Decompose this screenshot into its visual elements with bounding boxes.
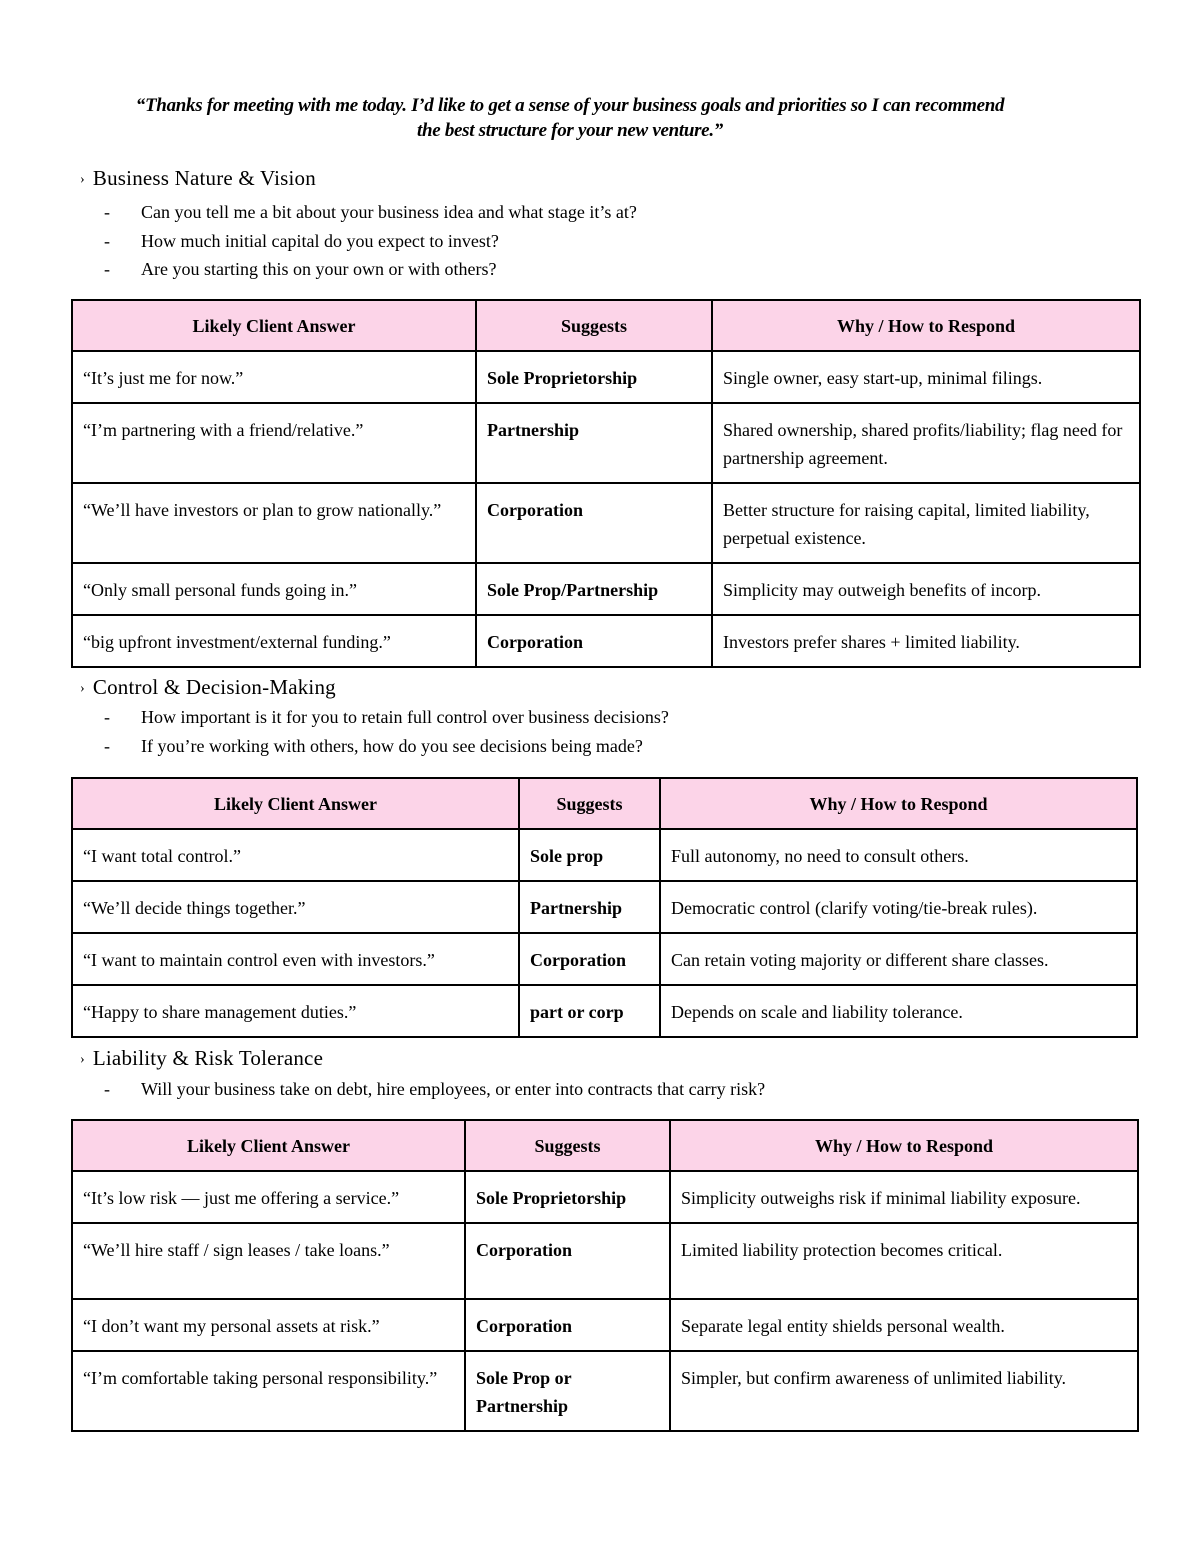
table-header-row: [72, 1120, 1138, 1171]
client-answer-cell: “We’ll have investors or plan to grow nationally.”: [72, 483, 476, 563]
response-cell: Simpler, but confirm awareness of unlimited liability.: [670, 1351, 1138, 1431]
column-header: Why / How to Respond: [670, 1120, 1138, 1171]
client-answer-cell: “I want to maintain control even with investors.”: [72, 933, 519, 985]
response-cell: Full autonomy, no need to consult others.: [660, 829, 1137, 881]
answer-table: [71, 777, 1138, 1038]
table-header-row: [72, 300, 1140, 351]
response-cell: Simplicity outweighs risk if minimal liability exposure.: [670, 1171, 1138, 1223]
table-row: [72, 1299, 1138, 1351]
response-cell: Shared ownership, shared profits/liability; flag need for partnership agreement.: [712, 403, 1140, 483]
table-row: [72, 563, 1140, 615]
section-heading-text: Control & Decision-Making: [92, 675, 336, 699]
answer-table: [71, 1119, 1139, 1432]
question-item: - If you’re working with others, how do you see decisions being made?: [104, 735, 643, 756]
chevron-right-icon: ›: [80, 172, 85, 187]
suggests-cell: Corporation: [465, 1223, 670, 1299]
table-row: [72, 933, 1137, 985]
client-answer-cell: “Only small personal funds going in.”: [72, 563, 476, 615]
response-cell: Can retain voting majority or different share classes.: [660, 933, 1137, 985]
table-row: [72, 351, 1140, 403]
client-answer-cell: “It’s just me for now.”: [72, 351, 476, 403]
suggests-cell: Sole Proprietorship: [465, 1171, 670, 1223]
section-heading-text: Business Nature & Vision: [92, 166, 316, 190]
question-item: - Will your business take on debt, hire employees, or enter into contracts that carry risk?: [104, 1079, 766, 1099]
section-heading-control: [80, 675, 336, 700]
response-cell: Separate legal entity shields personal wealth.: [670, 1299, 1138, 1351]
response-cell: Limited liability protection becomes critical.: [670, 1223, 1138, 1299]
suggests-cell: Partnership: [476, 403, 712, 483]
suggests-cell: Sole Proprietorship: [476, 351, 712, 403]
suggests-cell: Corporation: [476, 615, 712, 667]
suggests-cell: part or corp: [519, 985, 660, 1037]
response-cell: Better structure for raising capital, limited liability, perpetual existence.: [712, 483, 1140, 563]
response-cell: Simplicity may outweigh benefits of incorp.: [712, 563, 1140, 615]
client-answer-cell: “big upfront investment/external funding.”: [72, 615, 476, 667]
suggests-cell: Sole Prop or Partnership: [465, 1351, 670, 1431]
column-header: Suggests: [465, 1120, 670, 1171]
column-header: Suggests: [519, 778, 660, 829]
section-heading-text: Liability & Risk Tolerance: [92, 1046, 324, 1070]
column-header: Likely Client Answer: [72, 1120, 465, 1171]
table-row: [72, 1171, 1138, 1223]
client-answer-cell: “I don’t want my personal assets at risk.”: [72, 1299, 465, 1351]
question-item: - How important is it for you to retain full control over business decisions?: [104, 707, 669, 727]
suggests-cell: Partnership: [519, 881, 660, 933]
question-item: - How much initial capital do you expect to invest?: [104, 230, 499, 251]
response-cell: Depends on scale and liability tolerance.: [660, 985, 1137, 1037]
client-answer-cell: “I’m partnering with a friend/relative.”: [72, 403, 476, 483]
question-list: [104, 1075, 765, 1104]
suggests-cell: Corporation: [476, 483, 712, 563]
question-list: [104, 703, 669, 760]
client-answer-cell: “It’s low risk — just me offering a service.”: [72, 1171, 465, 1223]
client-answer-cell: “I want total control.”: [72, 829, 519, 881]
intro-quote: “Thanks for meeting with me today. I’d like to get a sense of your business goals and priorities so I can recommend the best structure for your new venture.”: [135, 95, 1005, 141]
suggests-cell: Sole prop: [519, 829, 660, 881]
client-answer-cell: “We’ll decide things together.”: [72, 881, 519, 933]
question-item: - Are you starting this on your own or with others?: [104, 259, 497, 279]
table-row: [72, 985, 1137, 1037]
column-header: Likely Client Answer: [72, 778, 519, 829]
suggests-cell: Sole Prop/Partnership: [476, 563, 712, 615]
suggests-cell: Corporation: [465, 1299, 670, 1351]
table-row: [72, 403, 1140, 483]
response-cell: Investors prefer shares + limited liability.: [712, 615, 1140, 667]
response-cell: Single owner, easy start-up, minimal filings.: [712, 351, 1140, 403]
table-row: [72, 1351, 1138, 1431]
table-header-row: [72, 778, 1137, 829]
table-row: [72, 483, 1140, 563]
response-cell: Democratic control (clarify voting/tie-break rules).: [660, 881, 1137, 933]
column-header: Likely Client Answer: [72, 300, 476, 351]
client-answer-cell: “Happy to share management duties.”: [72, 985, 519, 1037]
column-header: Why / How to Respond: [712, 300, 1140, 351]
client-answer-cell: “We’ll hire staff / sign leases / take loans.”: [72, 1223, 465, 1299]
section-heading-business-nature: [80, 166, 316, 191]
table-row: [72, 881, 1137, 933]
client-answer-cell: “I’m comfortable taking personal responsibility.”: [72, 1351, 465, 1431]
answer-table: [71, 299, 1141, 668]
suggests-cell: Corporation: [519, 933, 660, 985]
chevron-right-icon: ›: [80, 681, 85, 696]
question-item: - Can you tell me a bit about your business idea and what stage it’s at?: [104, 202, 637, 222]
section-heading-liability: [80, 1046, 323, 1071]
column-header: Why / How to Respond: [660, 778, 1137, 829]
chevron-right-icon: ›: [80, 1052, 85, 1067]
question-list: [104, 198, 637, 284]
table-row: [72, 829, 1137, 881]
table-row: [72, 615, 1140, 667]
table-row: [72, 1223, 1138, 1299]
column-header: Suggests: [476, 300, 712, 351]
